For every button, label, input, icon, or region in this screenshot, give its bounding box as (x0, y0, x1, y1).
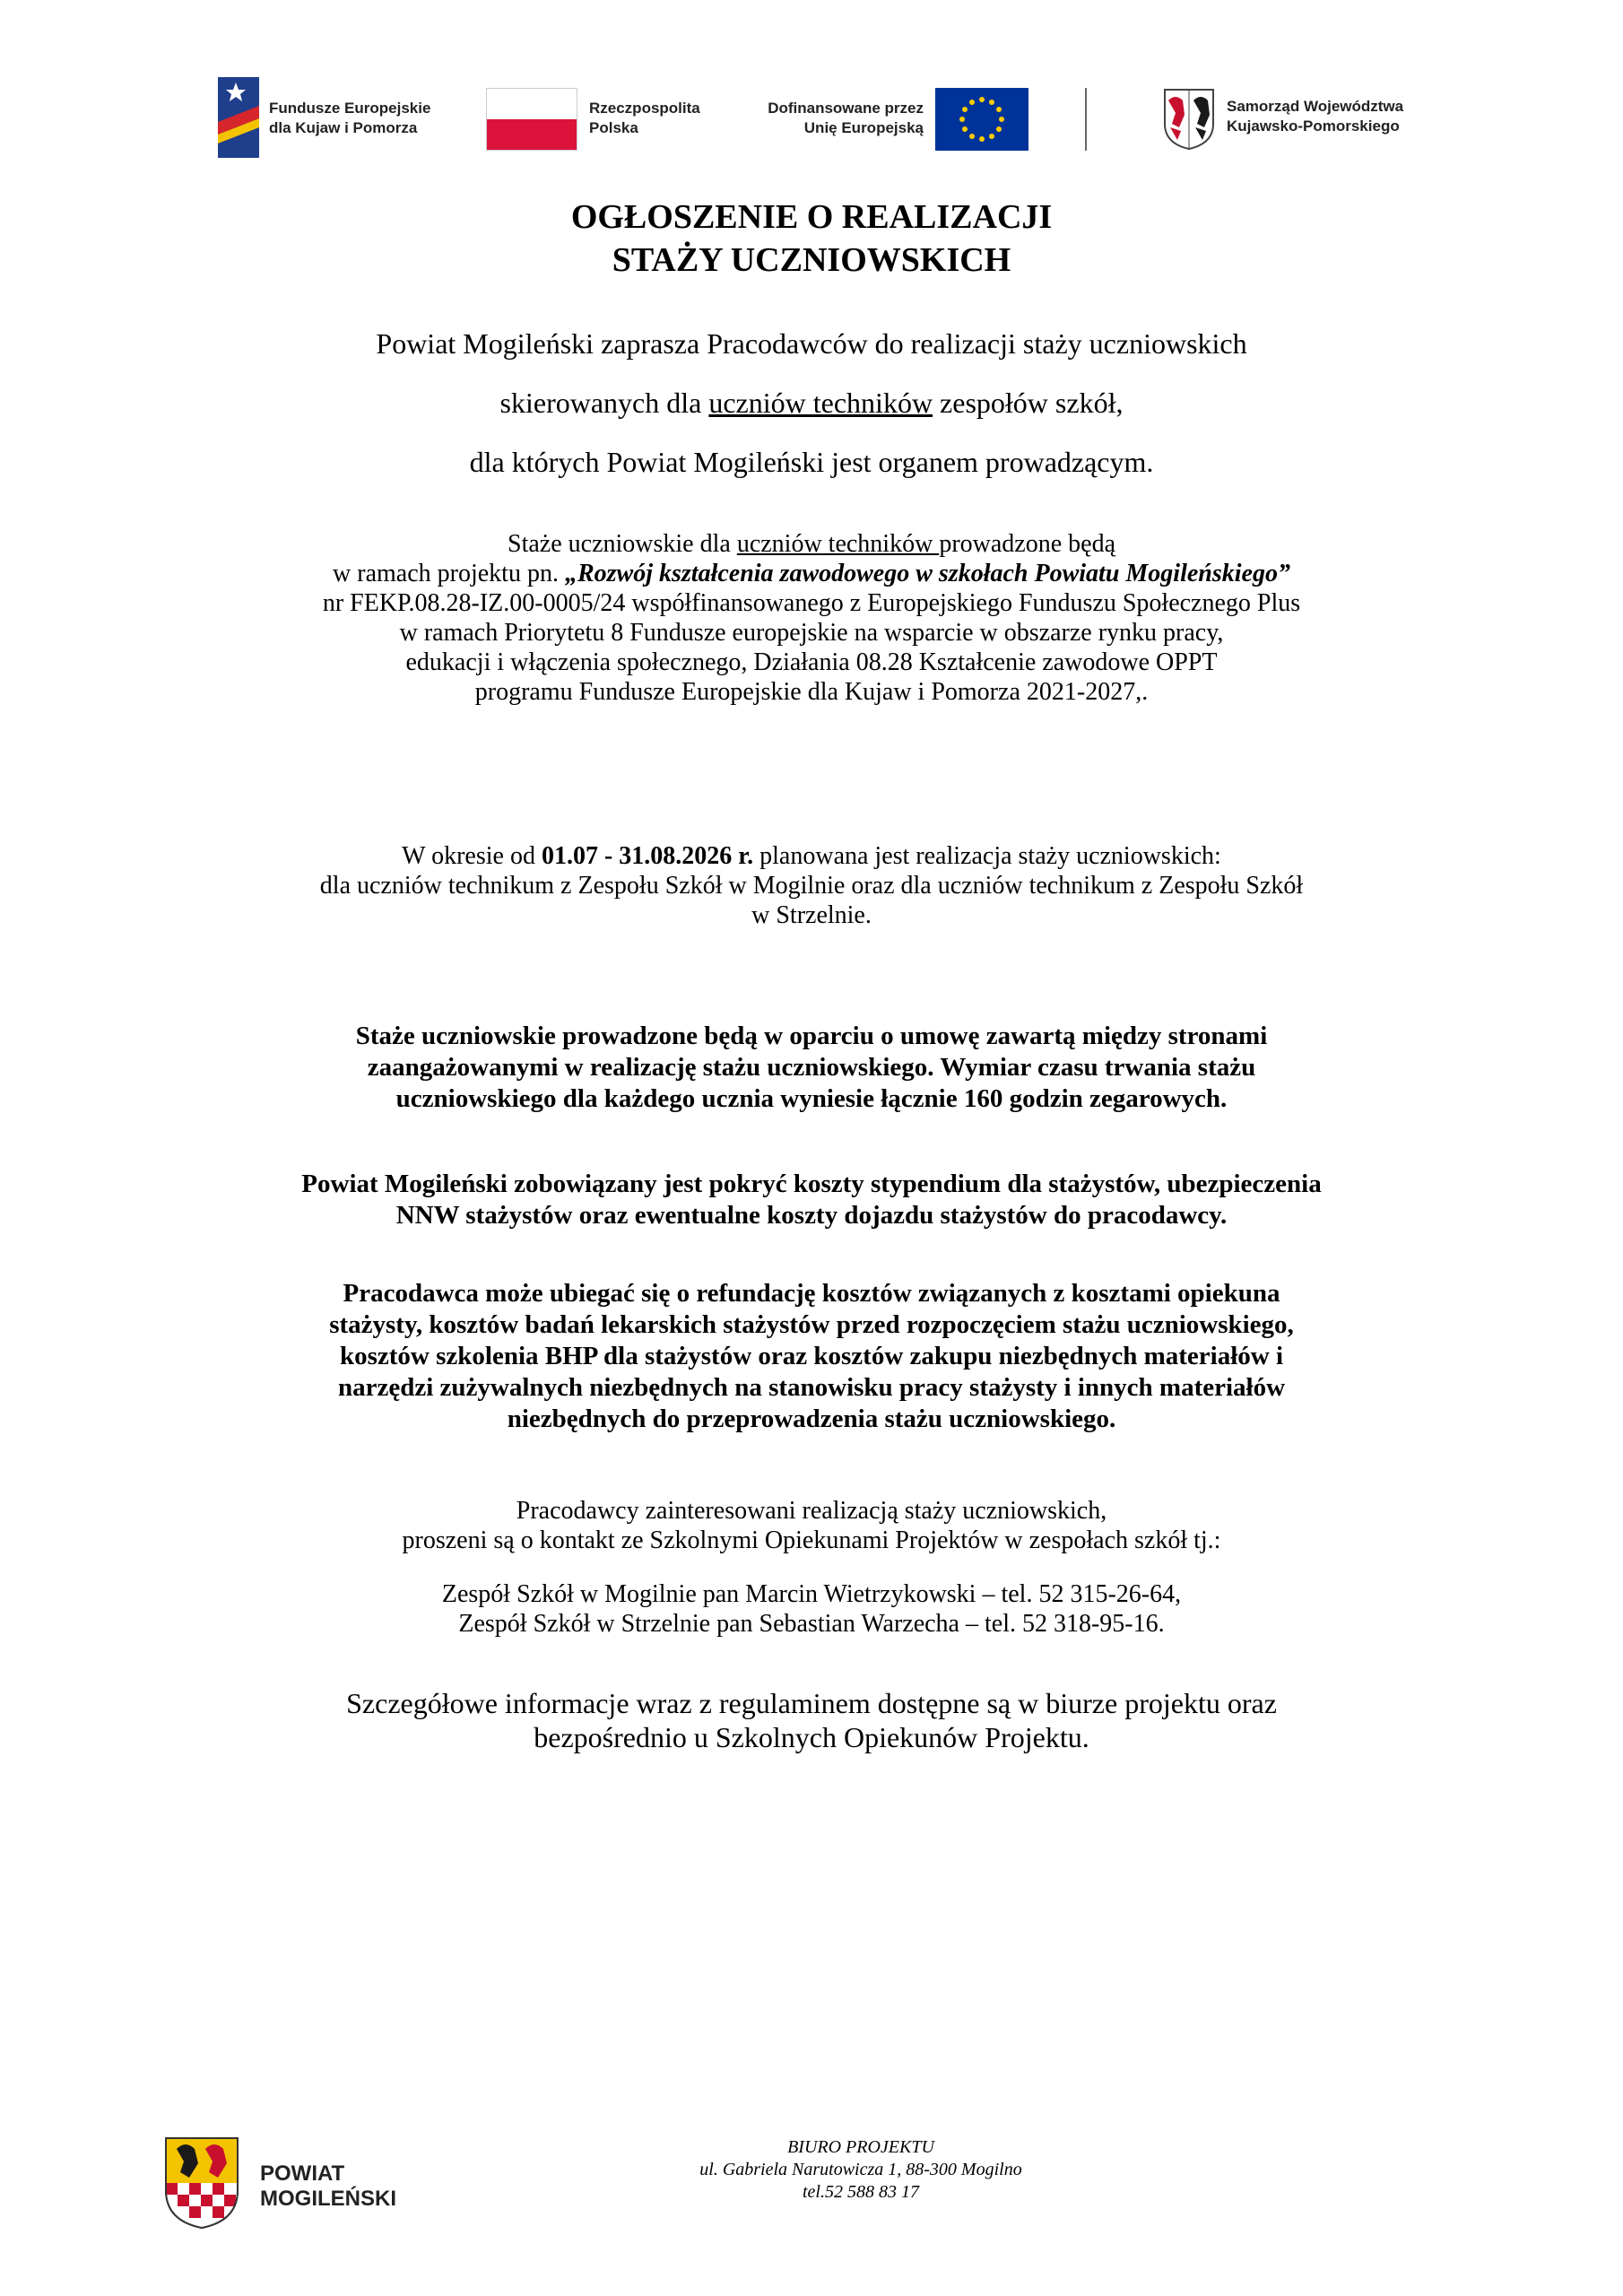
logo-ue-text (744, 99, 924, 138)
details-paragraph (0, 1686, 1623, 1754)
logo-divider (1085, 88, 1087, 151)
powiat-logo-line2: MOGILEŃSKI (260, 2187, 397, 2211)
costs-paragraph (0, 1169, 1623, 1231)
eu-flag-icon (935, 88, 1028, 151)
details-line2: bezpośrednio u Szkolnych Opiekunów Projektu. (534, 1721, 1089, 1753)
contract-line2: zaangażowanymi w realizację stażu uczniowskiego. Wymiar czasu trwania stażu (367, 1053, 1256, 1082)
project-line3: nr FEKP.08.28-IZ.00-0005/24 współfinansowanego z Europejskiego Funduszu Społecznego Plus (322, 589, 1301, 617)
contact-person-mogilno: Zespół Szkół w Mogilnie pan Marcin Wietrzykowski – tel. 52 315-26-64, (441, 1580, 1182, 1608)
powiat-mogilenski-coat-of-arms-icon (164, 2136, 239, 2230)
intro-paragraph (0, 314, 1623, 491)
powiat-logo-text (260, 2161, 396, 2212)
fundusze-europejskie-logo-icon (218, 77, 259, 158)
project-line2-pre: w ramach projektu pn. (333, 560, 565, 587)
period-paragraph (0, 841, 1623, 930)
refund-paragraph (0, 1278, 1623, 1435)
logo-ue-line2: Unię Europejską (803, 119, 924, 136)
project-line1-post: prowadzone będą (939, 530, 1115, 558)
contract-paragraph (0, 1021, 1623, 1115)
project-paragraph (0, 529, 1623, 707)
office-address: ul. Gabriela Narutowicza 1, 88-300 Mogilno (699, 2160, 1022, 2179)
intro-line2-pre: skierowanych dla (499, 387, 709, 419)
contact-persons (0, 1579, 1623, 1639)
logo-samorzad-line2: Kujawsko-Pomorskiego (1227, 117, 1400, 135)
project-name: „Rozwój kształcenia zawodowego w szkołach Powiatu Mogileńskiego” (564, 560, 1290, 587)
costs-line1: Powiat Mogileński zobowiązany jest pokryć koszty stypendium dla stażystów, ubezpieczenia (301, 1170, 1322, 1198)
logo-samorzad-line1: Samorząd Województwa (1227, 98, 1404, 115)
contract-line1: Staże uczniowskie prowadzone będą w oparciu o umowę zawartą między stronami (355, 1022, 1268, 1050)
contact-line2: proszeni są o kontakt ze Szkolnymi Opiekunami Projektów w zespołach szkół tj.: (402, 1526, 1221, 1554)
period-line1-pre: W okresie od (402, 842, 542, 870)
intro-line2-underlined: uczniów techników (708, 387, 933, 419)
refund-line4: narzędzi zużywalnych niezbędnych na stanowisku pracy stażysty i innych materiałów (337, 1373, 1286, 1402)
period-dates: 01.07 - 31.08.2026 r. (541, 842, 754, 870)
logo-samorzad-text (1227, 97, 1460, 136)
polish-flag-icon (486, 88, 577, 151)
title-line1: OGŁOSZENIE O REALIZACJI (570, 198, 1053, 236)
project-line2 (0, 559, 1623, 588)
period-line3: w Strzelnie. (751, 901, 872, 929)
project-line1-underlined: uczniów techników (736, 530, 940, 558)
details-line1: Szczegółowe informacje wraz z regulaminem dostępne są w biurze projektu oraz (346, 1687, 1277, 1719)
project-line6: programu Fundusze Europejskie dla Kujaw i Pomorza 2021-2027,. (474, 678, 1149, 706)
contact-intro (0, 1496, 1623, 1555)
office-phone: tel.52 588 83 17 (803, 2182, 919, 2202)
intro-line2 (0, 373, 1623, 432)
project-line4: w ramach Priorytetu 8 Fundusze europejskie na wsparcie w obszarze rynku pracy, (399, 619, 1224, 647)
project-line5: edukacji i włączenia społecznego, Działania 08.28 Kształcenie zawodowe OPPT (405, 648, 1218, 676)
announcement-title (0, 196, 1623, 282)
project-line1-pre: Staże uczniowskie dla (508, 530, 737, 558)
period-line1 (0, 841, 1623, 871)
logo-bar (0, 0, 1623, 179)
intro-line2-post: zespołów szkół, (933, 387, 1124, 419)
logo-fe-line1: Fundusze Europejskie (269, 100, 431, 117)
logo-rp-text (589, 99, 715, 138)
project-line1 (0, 529, 1623, 559)
contact-line1: Pracodawcy zainteresowani realizacją staży uczniowskich, (516, 1497, 1107, 1525)
office-title: BIURO PROJEKTU (787, 2137, 934, 2157)
kujawsko-pomorskie-coat-of-arms-icon (1163, 88, 1215, 151)
contact-person-strzelno: Zespół Szkół w Strzelnie pan Sebastian Warzecha – tel. 52 318-95-16. (458, 1610, 1165, 1638)
title-line2: STAŻY UCZNIOWSKICH (612, 241, 1011, 279)
contract-line3: uczniowskiego dla każdego ucznia wyniesie łącznie 160 godzin zegarowych. (395, 1084, 1228, 1113)
intro-line1: Powiat Mogileński zaprasza Pracodawców do realizacji staży uczniowskich (376, 327, 1247, 360)
logo-fe-line2: dla Kujaw i Pomorza (269, 119, 418, 136)
powiat-logo-line1: POWIAT (260, 2161, 345, 2186)
refund-line1: Pracodawca może ubiegać się o refundację kosztów związanych z kosztami opiekuna (343, 1279, 1280, 1308)
logo-rp-line2: Polska (589, 119, 638, 136)
logo-rp-line1: Rzeczpospolita (589, 100, 700, 117)
refund-line2: stażysty, kosztów badań lekarskich stażystów przed rozpoczęciem stażu uczniowskiego, (329, 1310, 1294, 1339)
period-line2: dla uczniów technikum z Zespołu Szkół w Mogilnie oraz dla uczniów technikum z Zespołu Szkół (319, 872, 1304, 900)
intro-line3: dla których Powiat Mogileński jest organem prowadzącym. (469, 446, 1154, 478)
refund-line5: niezbędnych do przeprowadzenia stażu uczniowskiego. (507, 1405, 1116, 1433)
project-office-footer (628, 2136, 1094, 2204)
logo-fe-text (269, 99, 466, 138)
costs-line2: NNW stażystów oraz ewentualne koszty dojazdu stażystów do pracodawcy. (395, 1201, 1228, 1230)
logo-ue-line1: Dofinansowane przez (768, 100, 924, 117)
period-line1-post: planowana jest realizacja staży uczniowskich: (753, 842, 1221, 870)
refund-line3: kosztów szkolenia BHP dla stażystów oraz kosztów zakupu niezbędnych materiałów i (339, 1342, 1284, 1370)
